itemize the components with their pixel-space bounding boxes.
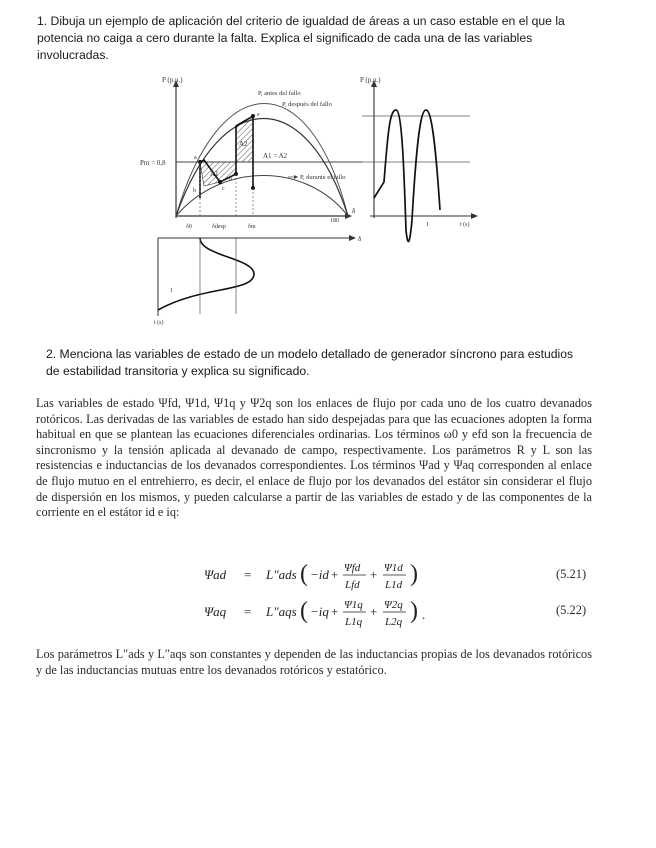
svg-text:Lfd: Lfd [345, 579, 360, 591]
point-c: c [222, 186, 225, 192]
svg-text:=: = [244, 567, 252, 582]
svg-text:(: ( [300, 598, 308, 624]
svg-text:.: . [422, 607, 426, 622]
delta-0-label: δ0 [186, 224, 192, 230]
svg-text:L″ads: L″ads [266, 567, 297, 582]
delta-clear-label: δdesp [212, 224, 226, 230]
svg-text:L1d: L1d [385, 579, 403, 591]
svg-text:): ) [410, 561, 418, 587]
svg-text:+: + [331, 604, 339, 619]
svg-text:Ψ2q: Ψ2q [384, 599, 403, 611]
curve-during-fault [176, 176, 348, 217]
svg-text:Ψfd: Ψfd [344, 562, 361, 574]
delta-axis-label: δ [352, 207, 356, 215]
delta-time-curve [158, 238, 254, 310]
svg-text:+: + [331, 567, 339, 582]
svg-text:L2q: L2q [385, 616, 403, 628]
pm-label: Pm = 0,8 [140, 159, 166, 167]
lower-t-label: t (s) [154, 320, 164, 326]
svg-text:=: = [244, 604, 252, 619]
question-2: 2. Menciona las variables de estado de un modelo detallado de generador síncrono para estudios de estabilidad transitoria y explica su significado. [46, 347, 574, 378]
svg-text:Ψ1q: Ψ1q [344, 599, 363, 611]
area-a2-label: A2 [239, 140, 248, 148]
curve-during-label: P, durante el fallo [300, 174, 346, 181]
svg-text:L″aqs: L″aqs [266, 604, 297, 619]
question-1: 1. Dibuja un ejemplo de aplicación del criterio de igualdad de áreas a un caso estable en el que la potencia no caiga a cero durante la falta. Explica el significado de cada una de las variables involucradas. [37, 14, 565, 62]
svg-text:+: + [370, 604, 378, 619]
svg-text:+: + [370, 567, 378, 582]
power-time-curve [374, 110, 440, 241]
svg-text:−id: −id [310, 567, 329, 582]
p-axis-label: P (p.u.) [162, 76, 183, 84]
lower-tick-one: 1 [170, 288, 173, 294]
point-d: d [229, 176, 232, 182]
deg-180-label: 180 [330, 218, 339, 224]
equation-5-21 [200, 557, 430, 593]
equation-5-22-number: (5.22) [556, 603, 587, 617]
area-a1-label: A1 [210, 170, 219, 178]
paragraph-state-variables: Las variables de estado Ψfd, Ψ1d, Ψ1q y Ψ2q son los enlaces de flujo por cada uno de los cuatro devanados rotóricos. Las derivadas de las variables de estado han sido despejadas para que las ecuaciones adopten la forma habitual en que se plantean las ecuaciones diferenciales ordinarias. Los términos ω0 y efd son la frecuencia de sincronismo y la tensión aplicada al devanado de campo, respectivamente. Los parámetros R y L son las resistencias e inductancias de los devanados correspondientes. Los términos Ψad y Ψaq corresponden al enlace de flujo mutuo en el entrehierro, es decir, el enlace de flujo por los devanados del estátor sin considerar el flujo de dispersión en los mismos, y pueden calcularse a partir de las variables de estado y de las componentes de la corriente en el estátor id e iq: [36, 396, 592, 520]
equation-5-22 [200, 594, 436, 630]
svg-text:L1q: L1q [345, 616, 363, 628]
right-t-label: t (s) [460, 222, 470, 228]
point-e: e [257, 112, 260, 118]
equal-area-figure [130, 70, 490, 330]
svg-text:Ψaq: Ψaq [204, 604, 227, 619]
equality-label: A1 = A2 [263, 152, 288, 160]
svg-text:Ψad: Ψad [204, 567, 227, 582]
svg-text:(: ( [300, 561, 308, 587]
curve-after-label: P, después del fallo [282, 101, 332, 108]
lower-delta-label: δ [358, 235, 362, 243]
point-a: a [194, 155, 197, 161]
svg-text:): ) [410, 598, 418, 624]
paragraph-parameters: Los parámetros L″ads y L″aqs son constantes y dependen de las inductancias propias de los devanados rotóricos y de las inductancias mutuas entre los devanados rotóricos y estatórico. [36, 647, 592, 677]
right-tick-one: 1 [426, 222, 429, 228]
equation-5-21-number: (5.21) [556, 567, 587, 581]
curve-before-label: P, antes del fallo [258, 90, 301, 97]
point-b: b [193, 188, 196, 194]
delta-max-label: δm [248, 224, 256, 230]
right-p-label: P (p.u.) [360, 76, 381, 84]
svg-text:−iq: −iq [310, 604, 329, 619]
svg-text:Ψ1d: Ψ1d [384, 562, 403, 574]
